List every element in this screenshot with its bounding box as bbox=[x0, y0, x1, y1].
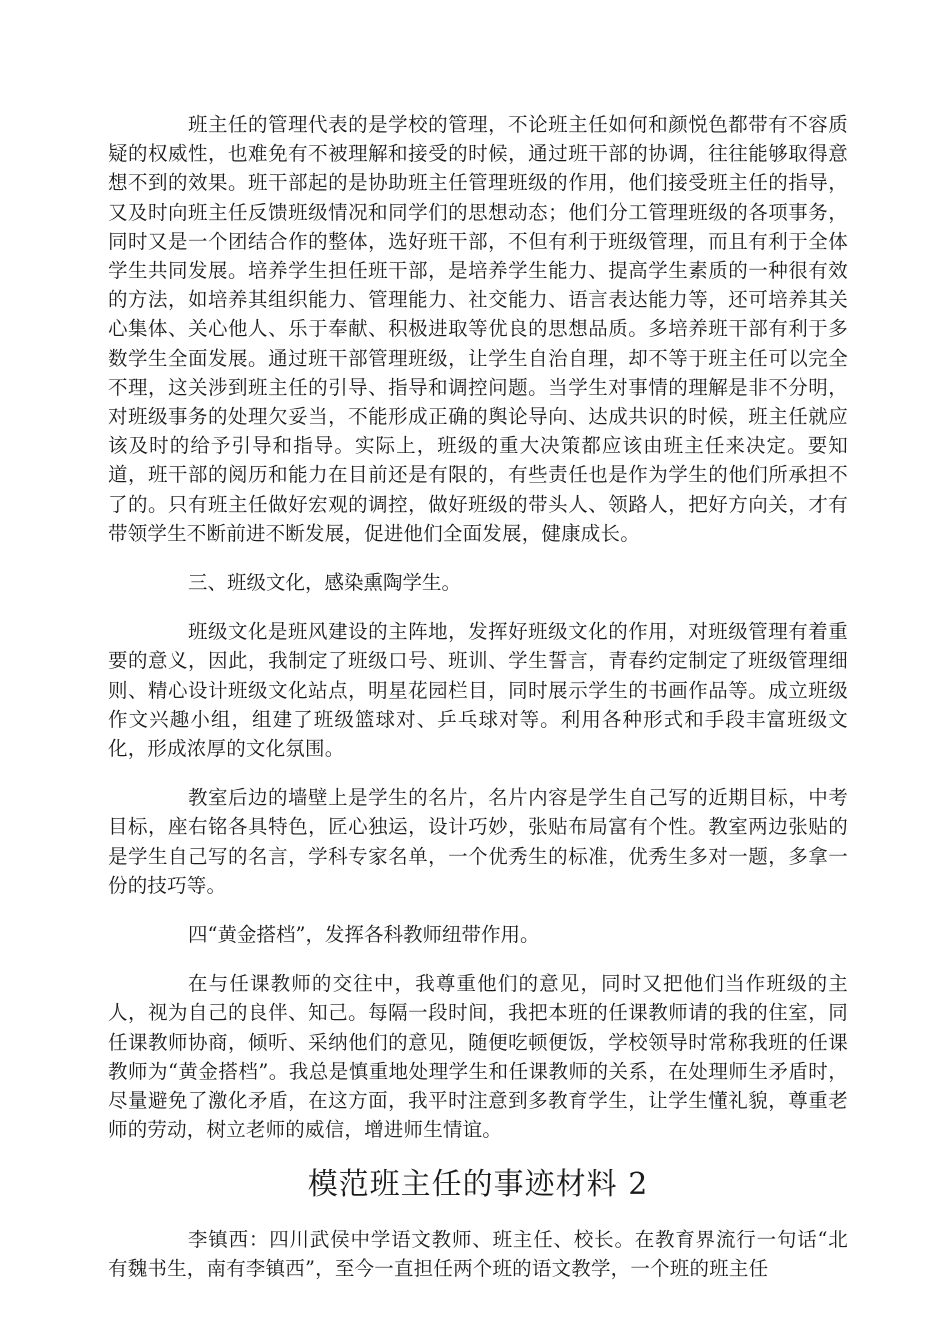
document-page bbox=[108, 110, 848, 1303]
section-heading-class-culture: 三、班级文化，感染熏陶学生。 bbox=[188, 571, 462, 595]
paragraph-classroom-wall: 教室后边的墙壁上是学生的名片，名片内容是学生自己写的近期目标，中考目标，座右铭各具特色，匠心独运，设计巧妙，张贴布局富有个性。教室两边张贴的是学生自己写的名言，学科专家名单，一个优秀生的标准，优秀生多对一题，多拿一份的技巧等。 bbox=[108, 786, 848, 897]
document-title-2: 模范班主任的事迹材料 2 bbox=[307, 1166, 649, 1202]
paragraph-li-zhenxi-intro: 李镇西：四川武侯中学语文教师、班主任、校长。在教育界流行一句话“北有魏书生，南有李镇西”，至今一直担任两个班的语文教学，一个班的班主任 bbox=[108, 1227, 848, 1280]
paragraph-class-cadre-management: 班主任的管理代表的是学校的管理，不论班主任如何和颜悦色都带有不容质疑的权威性，也难免有不被理解和接受的时候，通过班干部的协调，往往能够取得意想不到的效果。班干部起的是协助班主任管理班级的作用，他们接受班主任的指导，又及时向班主任反馈班级情况和同学们的思想动态；他们分工管理班级的各项事务，同时又是一个团结合作的整体，选好班干部，不但有利于班级管理，而且有利于全体学生共同发展。培养学生担任班干部，是培养学生能力、提高学生素质的一种很有效的方法，如培养其组织能力、管理能力、社交能力、语言表达能力等，还可培养其关心集体、关心他人、乐于奉献、积极进取等优良的思想品质。多培养班干部有利于多数学生全面发展。通过班干部管理班级，让学生自治自理，却不等于班主任可以完全不理，这关涉到班主任的引导、指导和调控问题。当学生对事情的理解是非不分明，对班级事务的处理欠妥当，不能形成正确的舆论导向、达成共识的时候，班主任就应该及时的给予引导和指导。实际上，班级的重大决策都应该由班主任来决定。要知道，班干部的阅历和能力在目前还是有限的，有些责任也是作为学生的他们所承担不了的。只有班主任做好宏观的调控，做好班级的带头人、领路人，把好方向关，才有带领学生不断前进不断发展，促进他们全面发展，健康成长。 bbox=[108, 113, 848, 545]
paragraph-class-culture: 班级文化是班风建设的主阵地，发挥好班级文化的作用，对班级管理有着重要的意义，因此，我制定了班级口号、班训、学生誓言，青春约定制定了班级管理细则、精心设计班级文化站点，明星花园栏目，同时展示学生的书画作品等。成立班级作文兴趣小组，组建了班级篮球对、乒乓球对等。利用各种形式和手段丰富班级文化，形成浓厚的文化氛围。 bbox=[108, 620, 848, 761]
paragraph-teacher-relations: 在与任课教师的交往中，我尊重他们的意见，同时又把他们当作班级的主人，视为自己的良伴、知己。每隔一段时间，我把本班的任课教师请的我的住室，同任课教师协商，倾听、采纳他们的意见，随便吃顿便饭，学校领导时常称我班的任课教师为“黄金搭档”。我总是慎重地处理学生和任课教师的关系，在处理师生矛盾时，尽量避免了激化矛盾，在这方面，我平时注意到多教育学生，让学生懂礼貌，尊重老师的劳动，树立老师的威信，增进师生情谊。 bbox=[108, 972, 848, 1142]
section-heading-golden-partners: 四“黄金搭档”，发挥各科教师纽带作用。 bbox=[188, 923, 540, 947]
